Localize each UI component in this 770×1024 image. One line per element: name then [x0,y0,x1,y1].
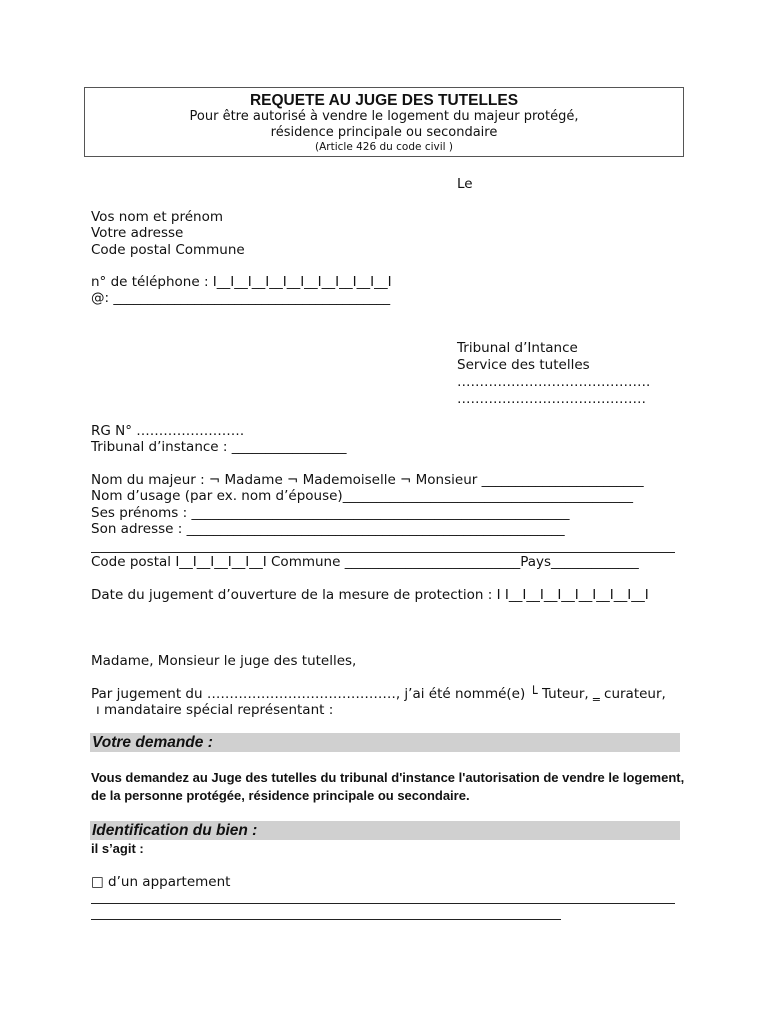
sender-name: Vos nom et prénom [91,209,224,225]
description-line-2 [91,919,561,920]
recipient-service: Service des tutelles [457,357,590,373]
majeur-postal: Code postal I__I__I__I__I__I Commune __________________________Pays_____________ [91,554,639,570]
article-reference: (Article 426 du code civil ) [315,141,453,153]
par-jugement-line-1: Par jugement du ……………………………………, j’ai été nommé(e) └ Tuteur, ‗ curateur, [91,686,666,702]
sender-phone: n° de téléphone : I__I__I__I__I__I__I__I__I__I__I [91,274,392,290]
document-subtitle-1: Pour être autorisé à vendre le logement du majeur protégé, [189,109,579,124]
votre-demande-heading: Votre demande : [90,733,680,752]
majeur-name: Nom du majeur : ¬ Madame ¬ Mademoiselle ¬ Monsieur ________________________ [91,472,644,488]
par-jugement-line-2: ı mandataire spécial représentant : [96,702,334,718]
recipient-dots-2: …………………………………… [457,391,646,407]
sender-address: Votre adresse [91,225,184,241]
recipient-tribunal: Tribunal d’Intance [457,340,578,356]
appartement-option: □ d’un appartement [91,874,231,890]
jugement-date: Date du jugement d’ouverture de la mesure de protection : I I__I__I__I__I__I__I__I__I [91,587,649,603]
salutation: Madame, Monsieur le juge des tutelles, [91,653,357,669]
date-label: Le [457,176,473,192]
sender-email: @: _________________________________________ [91,290,391,306]
recipient-dots-1: ……………………………………. [457,374,651,390]
rg-tribunal: Tribunal d’instance : _________________ [91,439,347,455]
majeur-usage-name: Nom d’usage (par ex. nom d’épouse)___________________________________________ [91,488,633,504]
il-sagit-label: il s’agit : [91,841,144,856]
sender-postal: Code postal Commune [91,242,245,258]
document-subtitle-2: résidence principale ou secondaire [270,125,498,140]
identification-heading: Identification du bien : [90,821,680,840]
votre-demande-text: Vous demandez au Juge des tutelles du tribunal d'instance l'autorisation de vendre le logement, de la personne protégée, résidence principale ou secondaire. [91,770,685,803]
rg-number: RG N° …………………… [91,423,245,439]
document-header [84,87,684,157]
majeur-adresse: Son adresse : ________________________________________________________ [91,521,565,537]
description-line-1 [91,903,675,904]
address-continuation-line [91,552,675,553]
majeur-prenoms: Ses prénoms : ________________________________________________________ [91,505,570,521]
document-title: REQUETE AU JUGE DES TUTELLES [249,92,519,109]
